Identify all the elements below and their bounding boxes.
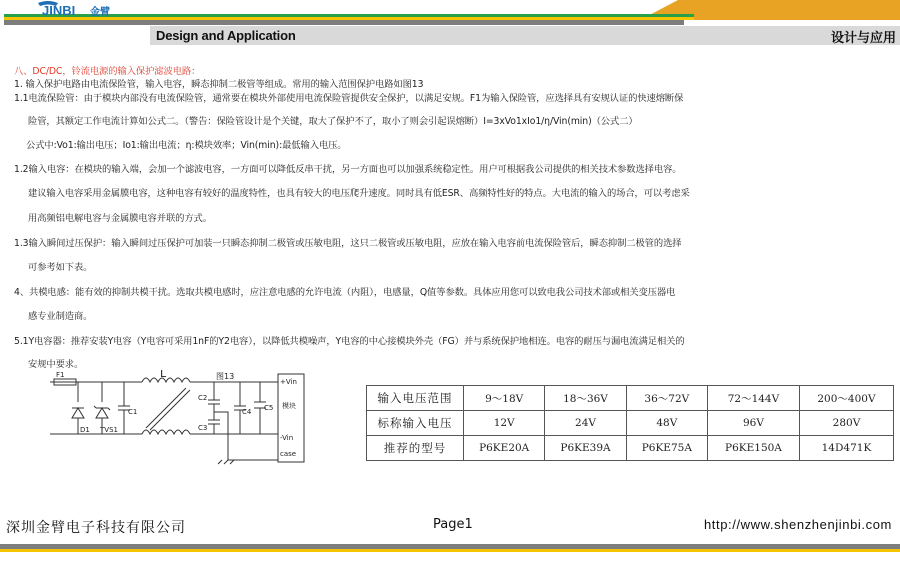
label-vin-pos: +Vin: [280, 378, 297, 386]
case-ground-wire: [214, 412, 278, 460]
body-line: 1. 输入保护电路由电流保险管，输入电容，瞬态抑制二极管等组成。常用的输入范围保护电路如图13: [14, 79, 424, 90]
table-cell: 48V: [626, 411, 707, 436]
body-line: 1.3输入瞬间过压保护：输入瞬间过压保护可加装一只瞬态抑制二极管或压敏电阻，这只二极管或压敏电阻，应放在输入电容前电流保险管后，瞬态抑制二极管的选择: [14, 238, 682, 249]
label-l: L: [160, 370, 167, 380]
body-line: 公式中:Vo1:输出电压；Io1:输出电流；η:模块效率；Vin(min):最低输入电压。: [26, 140, 347, 151]
row-header: 输入电压范围: [367, 386, 464, 411]
ground-symbol: [218, 460, 234, 464]
footer-page-number: Page1: [433, 517, 473, 532]
diode-d1: [72, 408, 84, 418]
table-cell: P6KE39A: [545, 436, 626, 461]
label-vin-neg: -Vin: [280, 434, 294, 442]
footer-yellow-stripe: [0, 549, 900, 552]
body-line: 安规中要求。: [28, 359, 84, 370]
table-cell: 96V: [707, 411, 799, 436]
label-c4: C4: [242, 408, 252, 416]
table-row: [367, 386, 894, 411]
table-cell: P6KE20A: [464, 436, 545, 461]
figure-label: 图13: [216, 372, 235, 381]
header-title-cn: 设计与应用: [830, 31, 896, 46]
table-cell: 24V: [545, 411, 626, 436]
label-module: 模块: [282, 402, 296, 410]
label-f1: F1: [56, 371, 65, 379]
header-gray-stripe: [4, 20, 684, 25]
table-cell: 280V: [799, 411, 893, 436]
table-cell: 9～18V: [464, 386, 545, 411]
logo-text: JINBI: [42, 3, 76, 18]
label-case: case: [280, 450, 297, 458]
tvs-diode: [94, 406, 110, 418]
body-line: 可参考如下表。: [28, 262, 93, 273]
table-cell: 14D471K: [799, 436, 893, 461]
table-cell: 18～36V: [545, 386, 626, 411]
label-tvs1: TVS1: [100, 426, 118, 434]
y-capacitors-c2-c3: [208, 382, 220, 434]
label-d1: D1: [80, 426, 90, 434]
label-c2: C2: [198, 394, 208, 402]
logo-cn-text: 金臂: [90, 7, 110, 18]
table-cell: 200～400V: [799, 386, 893, 411]
body-line: 用高频铝电解电容与金属膜电容并联的方式。: [28, 213, 212, 224]
footer-website-link[interactable]: http://www.shenzhenjinbi.com: [703, 517, 892, 532]
header-title-en: Design and Application: [156, 28, 296, 43]
body-line: 5.1Y电容器：推荐安装Y电容（Y电容可采用1nF的Y2电容），以降低共模噪声，Y电容的中心接模块外壳（FG）并与系统保护地相连。电容的耐压与漏电流满足相关的: [14, 336, 685, 347]
table-cell: P6KE150A: [707, 436, 799, 461]
label-c3: C3: [198, 424, 208, 432]
body-line: 感专业制造商。: [28, 311, 93, 322]
company-logo: [34, 0, 120, 20]
input-protection-circuit: [50, 370, 306, 466]
table-row: [367, 436, 894, 461]
table-row: [367, 411, 894, 436]
row-header: 标称输入电压: [367, 411, 464, 436]
label-c5: C5: [264, 404, 274, 412]
label-c1: C1: [128, 408, 138, 416]
table-cell: P6KE75A: [626, 436, 707, 461]
section-title: 八、DC/DC，铃流电源的输入保护滤波电路：: [14, 66, 201, 77]
table-cell: 36～72V: [626, 386, 707, 411]
table-cell: 12V: [464, 411, 545, 436]
inductor-core: [146, 388, 190, 430]
footer-company-name: 深圳金臂电子科技有限公司: [6, 520, 186, 536]
body-line: 4、共模电感：能有效的抑制共模干扰。选取共模电感时，应注意电感的允许电流（内阻），电感量，Q值等参数。具体应用您可以致电我公司技术部或相关变压器电: [14, 287, 676, 298]
inductor-bottom-winding: [142, 430, 190, 434]
body-line: 1.1电流保险管：由于模块内部没有电流保险管，通常要在模块外部使用电流保险管提供安全保护，以满足安规。F1为输入保险管，应选择具有安规认证的快速熔断保: [14, 93, 684, 104]
body-line: 1.2输入电容：在模块的输入端，会加一个滤波电容，一方面可以降低反串干扰，另一方面也可以加强系统稳定性。用户可根据我公司提供的相关技术参数选择电容。: [14, 164, 682, 175]
module-box: [278, 374, 304, 462]
table-cell: 72～144V: [707, 386, 799, 411]
body-line: 建议输入电容采用金属膜电容，这种电容有较好的温度特性，也具有较大的电压爬升速度。同时具有低ESR、高频特性好的特点。大电流的输入的场合，可以考虑采: [28, 188, 690, 199]
tvs-selection-table: [366, 385, 894, 461]
row-header: 推荐的型号: [367, 436, 464, 461]
body-line: 险管，其额定工作电流计算如公式二。（警告：保险管设计是个关键，取大了保护不了，取小了则会引起误熔断）I=3xVo1xIo1/η/Vin(min)（公式二）: [28, 116, 638, 127]
